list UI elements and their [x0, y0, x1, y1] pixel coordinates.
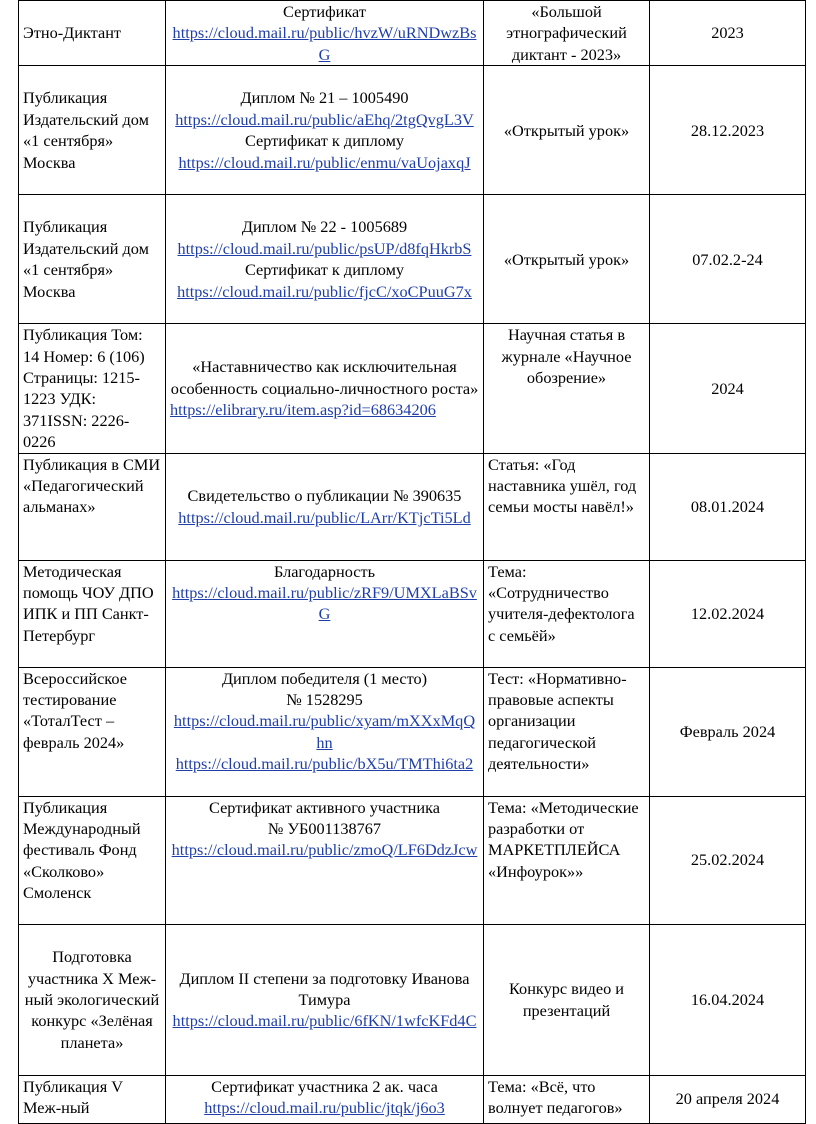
event-topic: Конкурс видео и презентаций — [484, 924, 650, 1075]
document-cell — [166, 324, 484, 453]
document-link[interactable]: https://cloud.mail.ru/public/aEhq/2tgQvgL3V — [175, 109, 474, 129]
document-title: Диплом победителя (1 место) — [221, 668, 428, 688]
document-link-2[interactable]: https://cloud.mail.ru/public/bX5u/TMThi6ta2 — [175, 754, 474, 774]
table-row — [19, 453, 806, 560]
document-title: Диплом № 21 – 1005490 — [240, 88, 409, 108]
document-link[interactable]: https://cloud.mail.ru/public/jtqk/j6o3 — [204, 1098, 445, 1118]
event-topic: Тема: «Сотрудничество учителя-дефектолога с семьёй» — [484, 560, 650, 667]
table-row — [19, 195, 806, 324]
document-link[interactable]: https://cloud.mail.ru/public/zmoQ/LF6DdzJcw — [171, 840, 478, 860]
document-cell — [166, 195, 484, 324]
event-topic: Научная статья в журнале «Научное обозрение» — [484, 324, 650, 453]
document-title-2: Сертификат к диплому — [244, 131, 405, 151]
event-name: Публикация Издательский дом «1 сентября» Москва — [19, 195, 166, 324]
table-row — [19, 1075, 806, 1123]
event-name: Методическая помощь ЧОУ ДПО ИПК и ПП Санкт-Петербург — [19, 560, 166, 667]
document-cell — [166, 66, 484, 195]
document-link[interactable]: https://cloud.mail.ru/public/psUP/d8fqHkrbS — [177, 238, 472, 258]
table-row — [19, 1, 806, 66]
document-cell — [166, 667, 484, 796]
document-number: № УБ001138767 — [267, 819, 382, 839]
document-title: Сертификат активного участника — [209, 797, 440, 817]
document-link[interactable]: https://cloud.mail.ru/public/hvzW/uRNDwzBsG — [172, 23, 477, 64]
event-name: Публикация V Меж-ный — [19, 1075, 166, 1123]
event-date: 2023 — [650, 1, 806, 66]
document-link[interactable]: https://cloud.mail.ru/public/xyam/mXXxMqQhn — [173, 711, 476, 752]
document-title: Благодарность — [273, 561, 376, 581]
event-date: Февраль 2024 — [650, 667, 806, 796]
event-name: Публикация в СМИ «Педагогический альманах» — [19, 453, 166, 560]
event-name: Публикация Международный фестиваль Фонд «Сколково» Смоленск — [19, 796, 166, 924]
event-date: 12.02.2024 — [650, 560, 806, 667]
table-row — [19, 324, 806, 453]
event-date: 08.01.2024 — [650, 453, 806, 560]
document-cell — [166, 796, 484, 924]
document-link[interactable]: https://elibrary.ru/item.asp?id=68634206 — [170, 400, 436, 420]
table-row — [19, 560, 806, 667]
event-name: Публикация Том: 14 Номер: 6 (106) Страницы: 1215-1223 УДК: 371ISSN: 2226-0226 — [19, 324, 166, 453]
table-row — [19, 796, 806, 924]
event-topic: Тема: «Всё, что волнует педагогов» — [484, 1075, 650, 1123]
event-name: Этно-Диктант — [19, 1, 166, 66]
document-link[interactable]: https://cloud.mail.ru/public/6fKN/1wfcKFd4C — [172, 1011, 477, 1031]
event-topic: Статья: «Год наставника ушёл, год семьи мосты навёл!» — [484, 453, 650, 560]
document-title: Диплом № 22 - 1005689 — [241, 217, 408, 237]
event-topic: «Открытый урок» — [484, 195, 650, 324]
document-title: Сертификат — [283, 2, 366, 21]
document-cell — [166, 453, 484, 560]
document-link-2[interactable]: https://cloud.mail.ru/public/fjcC/xoCPuuG7x — [177, 281, 472, 301]
document-title-2: Сертификат к диплому — [244, 260, 405, 280]
document-link-2[interactable]: https://cloud.mail.ru/public/enmu/vaUojaxqJ — [178, 152, 471, 172]
event-topic: «Большой этнографический диктант - 2023» — [484, 1, 650, 66]
table-row — [19, 667, 806, 796]
event-date: 07.02.2-24 — [650, 195, 806, 324]
table-row — [19, 66, 806, 195]
event-name: Публикация Издательский дом «1 сентября» Москва — [19, 66, 166, 195]
achievements-table — [18, 0, 806, 1124]
document-cell — [166, 924, 484, 1075]
document-link[interactable]: https://cloud.mail.ru/public/LArr/KTjcTi5Ld — [178, 507, 471, 527]
document-title: Сертификат участника 2 ак. часа — [211, 1076, 438, 1096]
document-number: № 1528295 — [286, 690, 363, 710]
document-cell — [166, 560, 484, 667]
event-topic: Тест: «Нормативно-правовые аспекты организации педагогической деятельности» — [484, 667, 650, 796]
document-cell — [166, 1, 484, 66]
event-topic: «Открытый урок» — [484, 66, 650, 195]
event-date: 25.02.2024 — [650, 796, 806, 924]
document-cell — [166, 1075, 484, 1123]
document-link[interactable]: https://cloud.mail.ru/public/zRF9/UMXLaBSvG — [172, 583, 477, 624]
event-date: 2024 — [650, 324, 806, 453]
document-title: «Наставничество как исключительная особенность социально-личностного роста» — [170, 357, 479, 398]
event-name: Подготовка участника X Меж-ный экологический конкурс «Зелёная планета» — [19, 924, 166, 1075]
event-date: 20 апреля 2024 — [650, 1075, 806, 1123]
event-date: 16.04.2024 — [650, 924, 806, 1075]
event-date: 28.12.2023 — [650, 66, 806, 195]
document-title: Диплом II степени за подготовку Иванова Тимура — [179, 968, 470, 1009]
table-row — [19, 924, 806, 1075]
event-topic: Тема: «Методические разработки от МАРКЕТПЛЕЙСА «Инфоурок»» — [484, 796, 650, 924]
event-name: Всероссийское тестирование «ТоталТест – февраль 2024» — [19, 667, 166, 796]
document-title: Свидетельство о публикации № 390635 — [187, 486, 462, 506]
